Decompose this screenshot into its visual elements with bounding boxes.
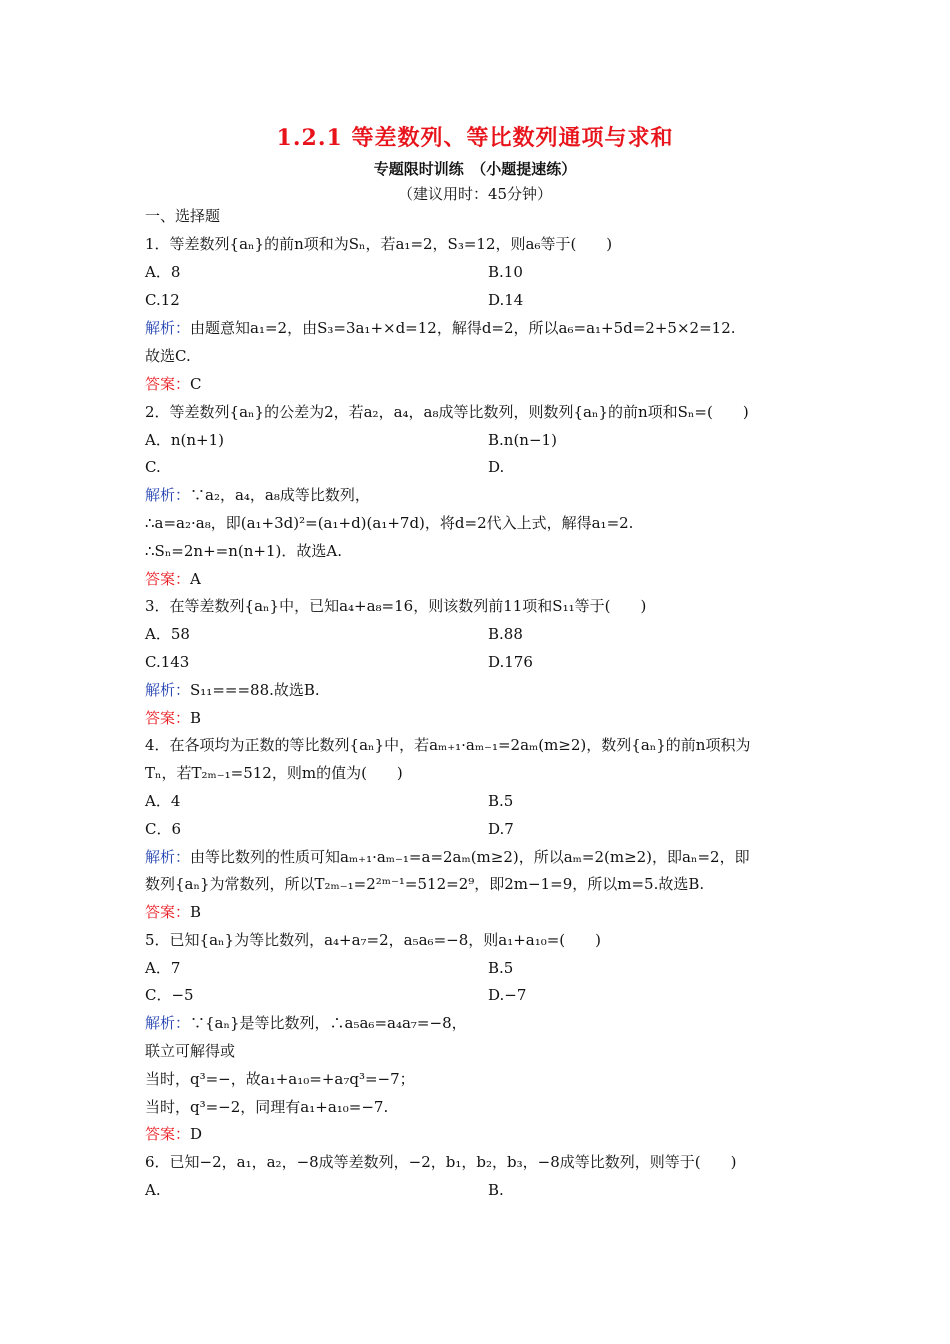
q4-option-c: C．6 xyxy=(145,820,182,838)
q1-analysis xyxy=(145,318,736,338)
q5-answer xyxy=(145,1124,202,1144)
q6-stem: 6．已知−2，a₁，a₂，−8成等差数列，−2，b₁，b₂，b₃，−8成等比数列，则等于( ) xyxy=(145,1153,737,1171)
q5-stem: 5．已知{aₙ}为等比数列，a₄+a₇=2，a₅a₆=−8，则a₁+a₁₀=( ) xyxy=(145,931,602,949)
q4-stem: 4．在各项均为正数的等比数列{aₙ}中，若aₘ₊₁·aₘ₋₁=2aₘ(m≥2)，数列{aₙ}的前n项积为 xyxy=(145,736,751,754)
q5-answer-value: D xyxy=(190,1125,203,1143)
answer-label: 答案： xyxy=(145,709,191,727)
q3-option-b: B.88 xyxy=(488,625,523,643)
q1-analysis-text: 由题意知a₁=2，由S₃=3a₁+×d=12，解得d=2，所以a₆=a₁+5d=2+5×2=12. xyxy=(190,319,736,337)
q6-option-a: A. xyxy=(145,1181,161,1199)
q5-analysis-cont-3: 当时，q³=−2，同理有a₁+a₁₀=−7. xyxy=(145,1098,389,1116)
q3-option-a: A．58 xyxy=(145,625,190,643)
q5-option-d: D.−7 xyxy=(488,986,527,1004)
q3-option-c: C.143 xyxy=(145,653,190,671)
page-title: 1.2.1 等差数列、等比数列通项与求和 xyxy=(276,125,674,151)
analysis-label: 解析： xyxy=(145,319,191,337)
q5-analysis xyxy=(145,1013,467,1033)
analysis-label: 解析： xyxy=(145,1014,191,1032)
analysis-label: 解析： xyxy=(145,681,191,699)
answer-label: 答案： xyxy=(145,1125,191,1143)
q2-option-a: A．n(n+1) xyxy=(145,431,224,449)
q5-analysis-text: ∵{aₙ}是等比数列，∴a₅a₆=a₄a₇=−8， xyxy=(190,1014,467,1032)
suggested-duration: （建议用时：45分钟） xyxy=(397,185,553,203)
q4-stem-cont: Tₙ，若T₂ₘ₋₁=512，则m的值为( ) xyxy=(145,764,403,782)
q3-answer xyxy=(145,708,201,728)
q1-analysis-cont: 故选C. xyxy=(145,347,191,365)
q3-stem: 3．在等差数列{aₙ}中，已知a₄+a₈=16，则该数列前11项和S₁₁等于( ) xyxy=(145,597,647,615)
answer-label: 答案： xyxy=(145,903,191,921)
analysis-label: 解析： xyxy=(145,848,191,866)
q2-analysis-text: ∵a₂，a₄，a₈成等比数列， xyxy=(190,486,370,504)
q2-analysis xyxy=(145,485,370,505)
q2-analysis-cont-1: ∴a=a₂·a₈，即(a₁+3d)²=(a₁+d)(a₁+7d)，将d=2代入上式，解得a₁=2. xyxy=(145,514,634,532)
analysis-label: 解析： xyxy=(145,486,191,504)
q2-option-c: C. xyxy=(145,458,161,476)
q6-option-b: B. xyxy=(488,1181,504,1199)
q2-answer xyxy=(145,569,201,589)
q4-option-b: B.5 xyxy=(488,792,514,810)
q1-option-d: D.14 xyxy=(488,291,524,309)
q1-option-b: B.10 xyxy=(488,263,523,281)
q3-analysis-text: S₁₁===88.故选B. xyxy=(190,681,320,699)
q2-stem: 2．等差数列{aₙ}的公差为2，若a₂，a₄，a₈成等比数列，则数列{aₙ}的前n项和Sₙ=( ) xyxy=(145,403,749,421)
q5-analysis-cont-2: 当时，q³=−，故a₁+a₁₀=+a₇q³=−7； xyxy=(145,1070,415,1088)
q4-analysis-cont: 数列{aₙ}为常数列，所以T₂ₘ₋₁=2²ᵐ⁻¹=512=2⁹，即2m−1=9，所以m=5.故选B. xyxy=(145,875,705,893)
q1-answer xyxy=(145,374,202,394)
q1-option-a: A．8 xyxy=(145,263,181,281)
q5-option-b: B.5 xyxy=(488,959,514,977)
q4-option-d: D.7 xyxy=(488,820,514,838)
section-heading: 一、选择题 xyxy=(145,207,221,225)
page-subtitle: 专题限时训练 （小题提速练） xyxy=(373,160,577,178)
q2-option-b: B.n(n−1) xyxy=(488,431,557,449)
q2-answer-value: A xyxy=(190,570,201,588)
q4-answer xyxy=(145,902,201,922)
q5-option-a: A．7 xyxy=(145,959,181,977)
q3-option-d: D.176 xyxy=(488,653,533,671)
q3-answer-value: B xyxy=(190,709,202,727)
answer-label: 答案： xyxy=(145,375,191,393)
q4-option-a: A．4 xyxy=(145,792,181,810)
q4-analysis-text: 由等比数列的性质可知aₘ₊₁·aₘ₋₁=a=2aₘ(m≥2)，所以aₘ=2(m≥2)，即aₙ=2，即 xyxy=(190,848,750,866)
q4-answer-value: B xyxy=(190,903,202,921)
q3-analysis xyxy=(145,680,320,700)
answer-label: 答案： xyxy=(145,570,191,588)
q1-option-c: C.12 xyxy=(145,291,180,309)
q4-analysis xyxy=(145,847,750,867)
q2-option-d: D. xyxy=(488,458,505,476)
q5-option-c: C．−5 xyxy=(145,986,194,1004)
q2-analysis-cont-2: ∴Sₙ=2n+=n(n+1)．故选A. xyxy=(145,542,342,560)
q1-stem: 1．等差数列{aₙ}的前n项和为Sₙ，若a₁=2，S₃=12，则a₆等于( ) xyxy=(145,235,613,253)
q1-answer-value: C xyxy=(190,375,202,393)
q5-analysis-cont-1: 联立可解得或 xyxy=(145,1042,236,1060)
